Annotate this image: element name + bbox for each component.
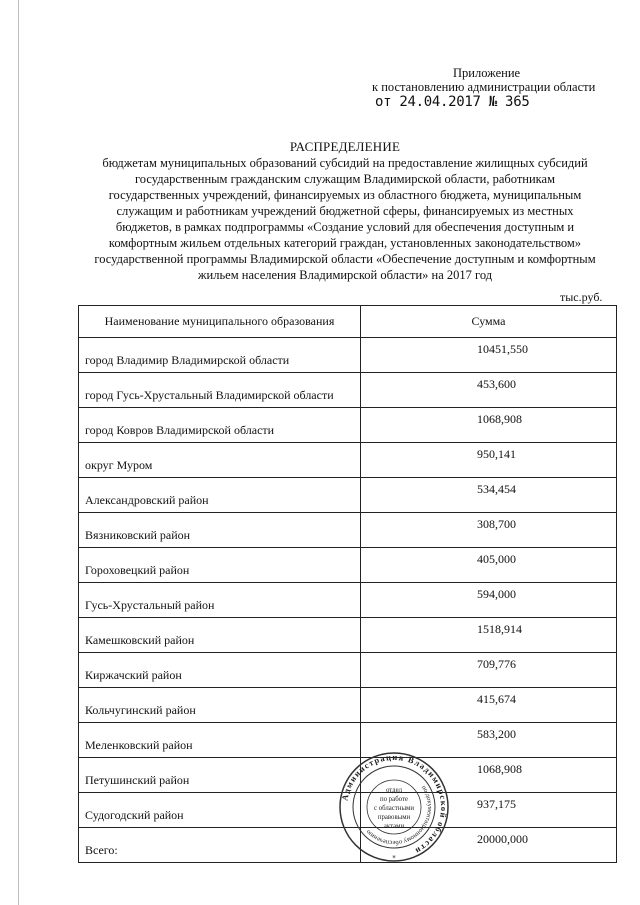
title-line: государственной программы Владимирской области «Обеспечение доступным и комфортным <box>94 252 596 266</box>
document-title <box>75 139 615 283</box>
table-row <box>79 443 617 478</box>
title-line: служащим и работникам учреждений бюджетной сферы, финансируемых из местных <box>116 204 574 218</box>
stamp-inner-text: по документационному обеспечению <box>364 784 434 847</box>
title-line: комфортным жильем отдельных категорий граждан, установленных законодательством» <box>108 236 582 250</box>
amount-value: 308,700 <box>361 513 617 548</box>
stamp-center-line: правовыми <box>377 814 411 821</box>
amount-value: 1068,908 <box>361 758 617 793</box>
municipality-name: Киржачский район <box>79 653 361 688</box>
municipality-name: город Гусь-Хрустальный Владимирской области <box>79 373 361 408</box>
title-line: государственным гражданским служащим Владимирской области, работникам <box>134 172 556 186</box>
amount-value: 1068,908 <box>361 408 617 443</box>
stamp-center-line: с областными <box>374 805 414 812</box>
title-line: государственных учреждений, финансируемых из областного бюджета, муниципальным <box>108 188 582 202</box>
table-header-row <box>79 306 617 338</box>
table-row <box>79 548 617 583</box>
municipality-name: Кольчугинский район <box>79 688 361 723</box>
stamp-center-line: отдел <box>385 787 403 794</box>
municipality-name: Гусь-Хрустальный район <box>79 583 361 618</box>
municipality-name: Петушинский район <box>79 758 361 793</box>
title-line: бюджетов, в рамках подпрограммы «Создание условий для обеспечения доступным и <box>115 220 575 234</box>
total-label: Всего: <box>79 828 361 863</box>
table-row <box>79 653 617 688</box>
amount-value: 937,175 <box>361 793 617 828</box>
table-row <box>79 408 617 443</box>
appendix-reference: к постановлению администрации области <box>372 80 596 94</box>
table-row <box>79 373 617 408</box>
table-row <box>79 688 617 723</box>
appendix-label: Приложение <box>453 66 521 80</box>
stamp-center-line: актами <box>383 823 405 830</box>
stamp-center-line: по работе <box>380 796 408 803</box>
municipality-name: город Владимир Владимирской области <box>79 338 361 373</box>
stamp-star-icon: * <box>392 854 396 862</box>
amount-value: 453,600 <box>361 373 617 408</box>
table-row <box>79 513 617 548</box>
municipality-name: Меленковский район <box>79 723 361 758</box>
municipality-name: Камешковский район <box>79 618 361 653</box>
amount-value: 950,141 <box>361 443 617 478</box>
municipality-name: Судогодский район <box>79 793 361 828</box>
amount-value: 415,674 <box>361 688 617 723</box>
table-row <box>79 338 617 373</box>
municipality-name: Александровский район <box>79 478 361 513</box>
table-row <box>79 618 617 653</box>
column-header-name: Наименование муниципального образования <box>79 306 361 338</box>
municipality-name: Гороховецкий район <box>79 548 361 583</box>
official-stamp <box>338 751 450 863</box>
title-line: бюджетам муниципальных образований субсидий на предоставление жилищных субсидий <box>102 156 588 170</box>
municipality-name: округ Муром <box>79 443 361 478</box>
amount-value: 594,000 <box>361 583 617 618</box>
municipality-name: город Ковров Владимирской области <box>79 408 361 443</box>
amount-value: 583,200 <box>361 723 617 758</box>
units-label: тыс.руб. <box>560 290 603 304</box>
municipality-name: Вязниковский район <box>79 513 361 548</box>
scan-edge-line <box>18 0 19 905</box>
table-row <box>79 583 617 618</box>
appendix-date-number: от 24.04.2017 № 365 <box>375 94 530 110</box>
title-heading: РАСПРЕДЕЛЕНИЕ <box>289 139 401 154</box>
table-row <box>79 478 617 513</box>
appendix-block <box>360 66 622 109</box>
amount-value: 1518,914 <box>361 618 617 653</box>
amount-value: 534,454 <box>361 478 617 513</box>
title-line: жильем населения Владимирской области» на 2017 год <box>197 268 493 282</box>
column-header-amount: Сумма <box>361 306 617 338</box>
stamp-outer-text: Администрация Владимирской области <box>339 751 450 857</box>
amount-value: 709,776 <box>361 653 617 688</box>
total-amount: 20000,000 <box>361 828 617 863</box>
amount-value: 405,000 <box>361 548 617 583</box>
amount-value: 10451,550 <box>361 338 617 373</box>
